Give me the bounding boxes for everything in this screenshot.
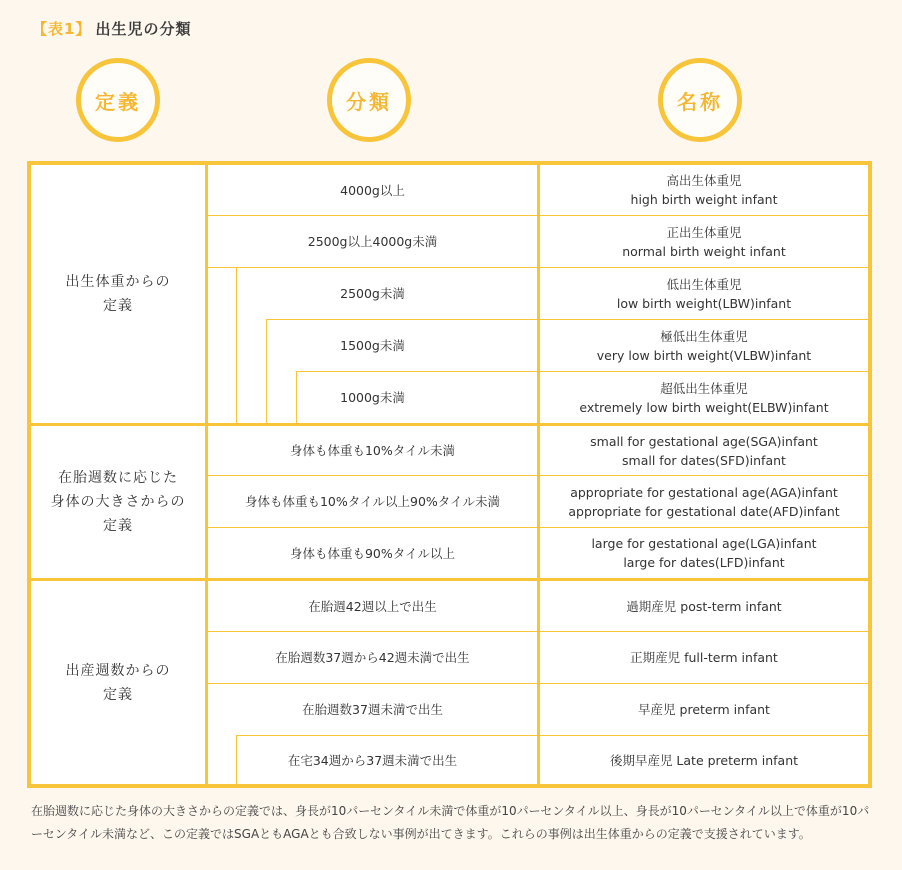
classification-cell: 身体も体重も10%タイル未満 xyxy=(289,443,456,458)
classification-table xyxy=(27,161,872,788)
group-label-gestational-week: 出産週数からの 定義 xyxy=(65,662,171,703)
header-classification: 分類 xyxy=(327,58,411,142)
name-cell: 早産児 preterm infant xyxy=(638,702,770,717)
table-title xyxy=(32,18,191,39)
group-label-birth-weight: 出生体重からの 定義 xyxy=(65,274,171,314)
name-cell: 後期早産児 Late preterm infant xyxy=(609,752,799,768)
table-number-tag: 【表1】 xyxy=(32,20,92,38)
name-cell: 超低出生体重児 extremely low birth weight(ELBW)infant xyxy=(579,380,829,415)
classification-cell: 在胎週数37週から42週未満で出生 xyxy=(275,650,470,665)
name-cell: appropriate for gestational age(AGA)infant appropriate for gestational date(AFD)infant xyxy=(568,484,840,519)
name-cell: large for gestational age(LGA)infant large for dates(LFD)infant xyxy=(591,536,817,570)
classification-cell: 身体も体重も10%タイル以上90%タイル未満 xyxy=(244,494,501,509)
name-cell: 過期産児 post-term infant xyxy=(626,598,782,614)
classification-cell: 2500g以上4000g未満 xyxy=(307,234,438,249)
name-cell: 正出生体重児 normal birth weight infant xyxy=(622,224,786,259)
classification-cell: 1000g未満 xyxy=(340,390,405,405)
name-cell: small for gestational age(SGA)infant small for dates(SFD)infant xyxy=(590,433,818,468)
classification-cell: 在胎週42週以上で出生 xyxy=(308,598,437,614)
classification-cell: 身体も体重も90%タイル以上 xyxy=(289,545,456,561)
classification-cell: 在宅34週から37週未満で出生 xyxy=(287,752,458,768)
table-title-text: 出生児の分類 xyxy=(95,20,192,38)
footnote: 在胎週数に応じた身体の大きさからの定義では、身長が10パーセンタイル未満で体重が10パーセンタイル以上、身長が10パーセンタイル以上で体重が10パーセンタイル未満など、この定義ではSGAともAGAとも合致しない事例が出てきます。これらの事例は出生体重からの定義で支援されています。 xyxy=(31,804,870,841)
name-cell: 低出生体重児 low birth weight(LBW)infant xyxy=(616,276,792,311)
classification-cell: 1500g未満 xyxy=(340,338,405,353)
classification-cell: 4000g以上 xyxy=(340,182,405,198)
header-name: 名称 xyxy=(658,58,742,142)
classification-cell: 2500g未満 xyxy=(340,286,405,301)
name-cell: 極低出生体重児 very low birth weight(VLBW)infant xyxy=(596,328,812,363)
classification-cell: 在胎週数37週未満で出生 xyxy=(302,702,443,717)
group-label-body-size: 在胎週数に応じた 身体の大きさからの 定義 xyxy=(50,470,186,534)
name-cell: 高出生体重児 high birth weight infant xyxy=(630,173,778,207)
header-definition: 定義 xyxy=(76,58,160,142)
name-cell: 正期産児 full-term infant xyxy=(630,650,778,665)
